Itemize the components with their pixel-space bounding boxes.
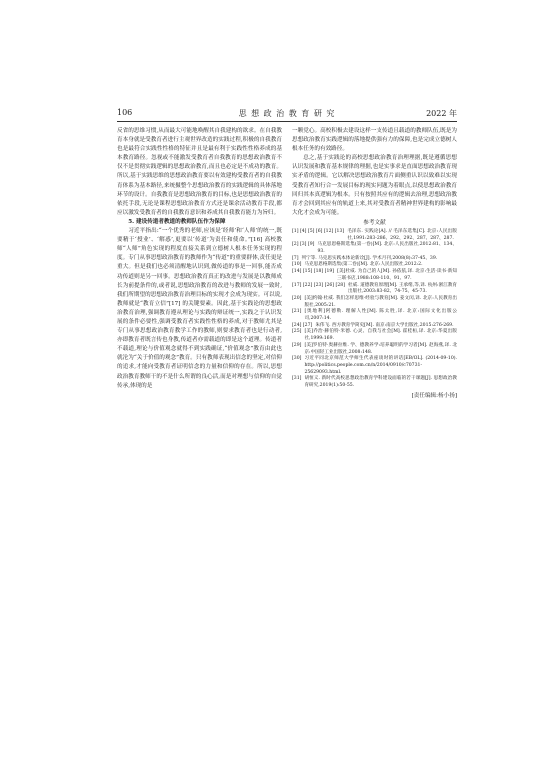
reference-text: 习近平同北京师范大学师生代表座谈时的讲话[EB/OL]. (2014-09-10). http://politics.people.com.cn/n/2014/0910/c70731-25629093.html.: [304, 356, 457, 375]
section-heading: 5. 建设传道者教道的教师队伍作为保障: [128, 218, 226, 225]
reference-text: 毛泽东. 实践论[A]. // 毛泽东选集[C]. 北京:人民出版社,1991:283-286、292、292、287、287、287.: [347, 228, 457, 241]
reference-item: [292, 376, 457, 389]
body-paragraph: 一颗党心。高校积极去建设这样一支传道且载道的教师队伍,既是为思想政治教育实践逻辑的落地提供强有力的保障,也是完成立德树人根本任务的有效路径。: [292, 128, 457, 153]
running-header: [117, 108, 457, 120]
reference-item: [292, 229, 457, 242]
body-paragraph: 反省的思维习惯,从而最大可能地唤醒其自我建构的欲求。在自我教育本身就是受教育者进行主观世界改造的实践过程,积极的自我教育也是最符合实践性性格的特征并且是最有利于实践性性格养成的基本教育路径。忽视或不能激发受教育者自我教育的思想政治教育不仅不是贯彻实践逻辑的思想政治教育,而且也必定是不成功的教育。所以,基于实践思维的思想政治教育要以有效建构受教育者的自我教育体系为基本路径,来统摄整个思想政治教育的实践逻辑的具体落地环节的设计。自我教育是思想政治教育的目标,也是思想政治教育的依托手段,无论是课程思想政治教育方式还是课余活动教育手段,都应以激发受教育者的自我教育意识和养成其自我教育能力为旨归。: [117, 128, 282, 216]
reference-item: [292, 356, 457, 376]
right-column: [292, 127, 457, 401]
header-rule: [117, 121, 457, 122]
reference-text: 杜威. 道德教育原理[M]. 王承绪,等,译. 杭州:浙江教育出版社,2003:83-82、74-75、45-73.: [348, 282, 457, 295]
reference-number: [29]: [292, 342, 302, 348]
reference-list: [292, 229, 457, 390]
reference-item: [292, 242, 457, 255]
reference-item: [292, 329, 457, 342]
header-year: 2022 年: [426, 109, 457, 118]
reference-text: [美]乔治·赫伯特·米德. 心灵、自我与社会[M]. 霍桂桓,译. 北京:华夏出版社,1999:169.: [304, 329, 457, 342]
reference-number: [25]: [292, 329, 302, 335]
reference-text: [美]罗伯特·奥赫拉维. 学、德教养学:培养聪明的学习者[M]. 赵海燕,译. 北京:中国轻工业出版社,2008:148.: [304, 342, 457, 355]
reference-text: 列宁等. 马克思实践本体论新诠[J]. 学术月刊,2008(8):37-45、39.: [301, 255, 438, 261]
page-number: 106: [117, 108, 133, 117]
reference-number: [1] [4] [5] [6] [12] [13]: [292, 228, 345, 234]
reference-text: [奥地利]阿德勒. 理解人性[M]. 陈太胜,译. 北京:国际文化出版公司,2007:14.: [304, 309, 457, 322]
reference-item: [292, 296, 457, 309]
reference-number: [21]: [292, 309, 302, 315]
reference-number: [17] [22] [23] [26] [28]: [292, 282, 345, 288]
left-column: [117, 127, 282, 391]
journal-title: 思 想 政 治 教 育 研 究: [238, 109, 336, 118]
references-title: 参考文献: [363, 219, 386, 226]
reference-text: 朱伟飞. 西方教育学简史[M]. 南京:南京大学出版社,2015:276-269.: [315, 322, 454, 328]
reference-number: [7]: [292, 255, 299, 261]
reference-text: 胡恒义. 新时代高校思想政治教育学科建设面临的若干课题[J]. 思想政治教育研究,2019(1):50-55.: [304, 376, 457, 389]
reference-number: [31]: [292, 376, 302, 382]
responsible-editor: [责任编辑:杨小扬]: [411, 392, 457, 399]
reference-text: 马克思恩格斯选集(第一卷)[M]. 北京:人民出版社,2012:81、134、93.: [317, 242, 457, 255]
reference-text: 马克思恩格斯选集(第二卷)[M]. 北京:人民出版社,2012:2.: [304, 262, 423, 268]
reference-item: [292, 283, 457, 296]
reference-number: [20]: [292, 295, 302, 301]
body-paragraph: 总之,基于实践论的高校思想政治教育治理理据,既是遵循思想认识发展和教育基本规律的理据,也是实事求是直面思想政治教育现实矛盾的逻辑。它以解决思想政治教育片面侧重认识以致难以实现受教育者知行合一发展目标的现实问题为着眼点,以使思想政治教育回归其本真逻辑为根本。只有按照其应有的逻辑去治理,思想政治教育才会回到其应有的轨道上来,其对受教育者精神世界建构的影响最大化才会成为可能。: [292, 155, 457, 216]
body-paragraph: 习近平指出:“一个优秀的老师,应该是‘经师’和‘人师’的统一,既要精于‘授业’、‘解惑’,更要以‘传道’为责任和使命。”[16] 高校教师“人师”角色实现的程度直接关系到立德树人根本任务实现的程度。专门从事思想政治教育的教师作为“传道”的重要群体,责任更是重大。但是我们也必须清醒地认识到,做传道的事是一回事,能否成功传道则是另一回事。思想政治教育真正的改进与发展是以教师成长为前提条件的,或者说,思想政治教育的改进与教师的发展一致时,我们所期望的思想政治教育治理目标的实现才会成为现实。可以说,教师就是“教育立信”[17] 的关键要素。因此,基于实践论的思想政治教育治理,强调教育遵从理论与实践的辩证统一,实践之于认识发展的条件必要性,强调受教育者实践性性格的养成,对于教师尤其是专门从事思想政治教育教学工作的教师,则要求教育者也是行动者,亦即教育者既言传也身教,传道者亦需载道的即是这个道理。传道者不载道,理论与价值观念就得不到实践确证,“价值观念”教育由此也就沦为“关于价值的观念”教育。只有教师表现出信念的坚定,对信仰的追求,才能向受教育者证明信念的力量和信仰的存在。所以,思想政治教育教师干的不是什么所谓的良心活,而是对理想与信仰的自觉传承,体现的是: [117, 228, 282, 389]
reference-number: [24] [27]: [292, 322, 313, 328]
reference-item: [292, 309, 457, 322]
reference-text: [美]约翰·杜威. 我们怎样思维·经验与教育[M]. 姜文闵,译. 北京:人民教育出版社,2005:21.: [304, 295, 457, 308]
reference-text: [美]杜威. 为自己的人[M]. 孙依依,译. 北京:生活·读书·新知三联书店,1988:108-110、91、97.: [337, 269, 457, 281]
reference-number: [14] [15] [18] [19]: [292, 269, 335, 275]
reference-item: [292, 269, 457, 282]
reference-number: [30]: [292, 356, 302, 362]
reference-item: [292, 343, 457, 356]
reference-number: [10]: [292, 262, 302, 268]
reference-number: [2] [3] [9]: [292, 242, 315, 248]
